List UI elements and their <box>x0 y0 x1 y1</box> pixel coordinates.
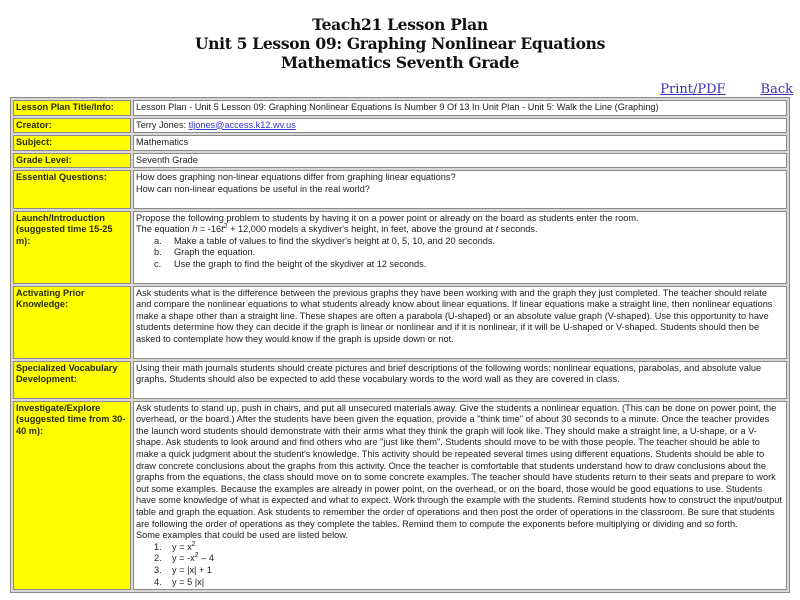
table-row <box>13 118 787 134</box>
table-row <box>13 401 787 591</box>
list-item: c. Use the graph to find the height of the skydiver at 12 seconds. <box>154 258 427 269</box>
vocabulary-value: Using their math journals students should create pictures and brief descriptions of the following words: nonlinear equations, parabolas, and absolute value graphs. Students should also be expected to add these vocabulary words to the word wall as they are covered in class. <box>133 361 787 399</box>
list-item: 2. $y = -x^2 - 4$ <box>154 552 214 564</box>
table-row <box>13 170 787 208</box>
table-row <box>13 153 787 169</box>
creator-value <box>133 118 787 134</box>
launch-equation: The equation $h = -16t^2 + 12,000$ models a skydiver's height, in feet, above the ground at t seconds. <box>136 223 538 235</box>
creator-email-link[interactable]: tljones@access.k12.wv.us <box>188 119 296 130</box>
essential-question-1: How does graphing non-linear equations differ from graphing linear equations? <box>136 172 456 183</box>
row-label: Launch/Introduction (suggested time 15-25 m): <box>13 211 131 284</box>
print-pdf-link[interactable]: Print/PDF <box>660 82 726 97</box>
launch-task-list <box>136 236 784 271</box>
list-item: 1. $y = x^2$ <box>154 540 196 552</box>
investigate-text: Ask students to stand up, push in chairs, and put all unsecured materials away. Give the students a nonlinear equation. (This can be done on power point, the overhead, or the board.) After the students have been given the equation, provide a "think time" of about 30 seconds to a minute. Once the teacher provides the launch word students should demonstrate with their arms what they think the graph will look like. They should make a straight line, a U-shape, or a V-shape. Ask students to look around and find others who are "just like them". Students should move to be with those people. The teacher should be able to make a quick judgment about the student's knowledge. This activity should be repeated several times using different equations. Students should be able to draw concrete conclusions about the graphs from this activity. Once the teacher is comfortable that students understand how to draw conclusions about the graphs from the equations, the class should move on to some concrete examples. The teacher should have students return to their seats and prepare to work out some examples. Because the examples are already in power point, on the overhead, or on the board, those would be good equations to use. Students have some knowledge of what is expected and what to expect. Work through the example with the students. Remind students how to construct the input/output table and graph the equation. Ask students to remember the order of operations and then post the order of operations in the classroom. Be sure that students are following the order of operations as they complete the tables. Remind them to compute the exponents before multiplying or dividing and so forth. <box>136 402 782 529</box>
examples-list <box>136 542 784 588</box>
row-label: Activating Prior Knowledge: <box>13 286 131 359</box>
row-label: Lesson Plan Title/Info: <box>13 100 131 116</box>
creator-name: Terry Jones: <box>136 119 189 130</box>
table-row <box>13 135 787 151</box>
row-label: Subject: <box>13 135 131 151</box>
lesson-title-value: Lesson Plan - Unit 5 Lesson 09: Graphing Nonlinear Equations Is Number 9 Of 13 In Unit Plan - Unit 5: Walk the Line (Graphing) <box>133 100 787 116</box>
list-item: b. Graph the equation. <box>154 247 256 258</box>
subject-value: Mathematics <box>133 135 787 151</box>
list-item: 3. y = |x| + 1 <box>154 565 213 575</box>
table-row <box>13 100 787 116</box>
essential-question-2: How can non-linear equations be useful in the real world? <box>136 183 370 194</box>
launch-value <box>133 211 787 284</box>
header-line-2: Unit 5 Lesson 09: Graphing Nonlinear Equations <box>194 34 606 53</box>
header-line-3: Mathematics Seventh Grade <box>280 53 520 72</box>
row-label: Essential Questions: <box>13 170 131 208</box>
back-link[interactable]: Back <box>760 82 793 97</box>
list-item: 4. y = 5 |x| <box>154 576 205 587</box>
table-row <box>13 211 787 284</box>
top-links <box>625 82 793 97</box>
prior-knowledge-value: Ask students what is the difference between the previous graphs they have been working with and the graph they just completed. The teacher should relate and compare the nonlinear equations to what students already know about linear equations. If linear equations make a straight line, then nonlinear equations make a shape other than a straight line. These shapes are often a parabola (U-shaped) or an absolute value graph (V-shaped). Use this opportunity to have students determine how they can decide if the graph is linear or nonlinear and if it is nonlinear, if it will be U-shaped or V-shaped. Students should then be asked to contemplate how they would know if the graph is upside down or not. <box>133 286 787 359</box>
row-label: Investigate/Explore (suggested time from 30-40 m): <box>13 401 131 591</box>
table-row <box>13 361 787 399</box>
page-header <box>0 0 800 72</box>
header-line-1: Teach21 Lesson Plan <box>312 15 488 34</box>
grade-value: Seventh Grade <box>133 153 787 169</box>
row-label: Grade Level: <box>13 153 131 169</box>
examples-intro: Some examples that could be used are listed below. <box>136 530 348 541</box>
list-item: a. Make a table of values to find the skydiver's height at 0, 5, 10, and 20 seconds. <box>154 235 495 246</box>
row-label: Creator: <box>13 118 131 134</box>
investigate-value <box>133 401 787 591</box>
row-label: Specialized Vocabulary Development: <box>13 361 131 399</box>
lesson-plan-table <box>10 97 790 593</box>
table-row <box>13 286 787 359</box>
essential-questions-value <box>133 170 787 208</box>
launch-intro: Propose the following problem to students by having it on a power point or already on the board as students enter the room. <box>136 212 639 223</box>
